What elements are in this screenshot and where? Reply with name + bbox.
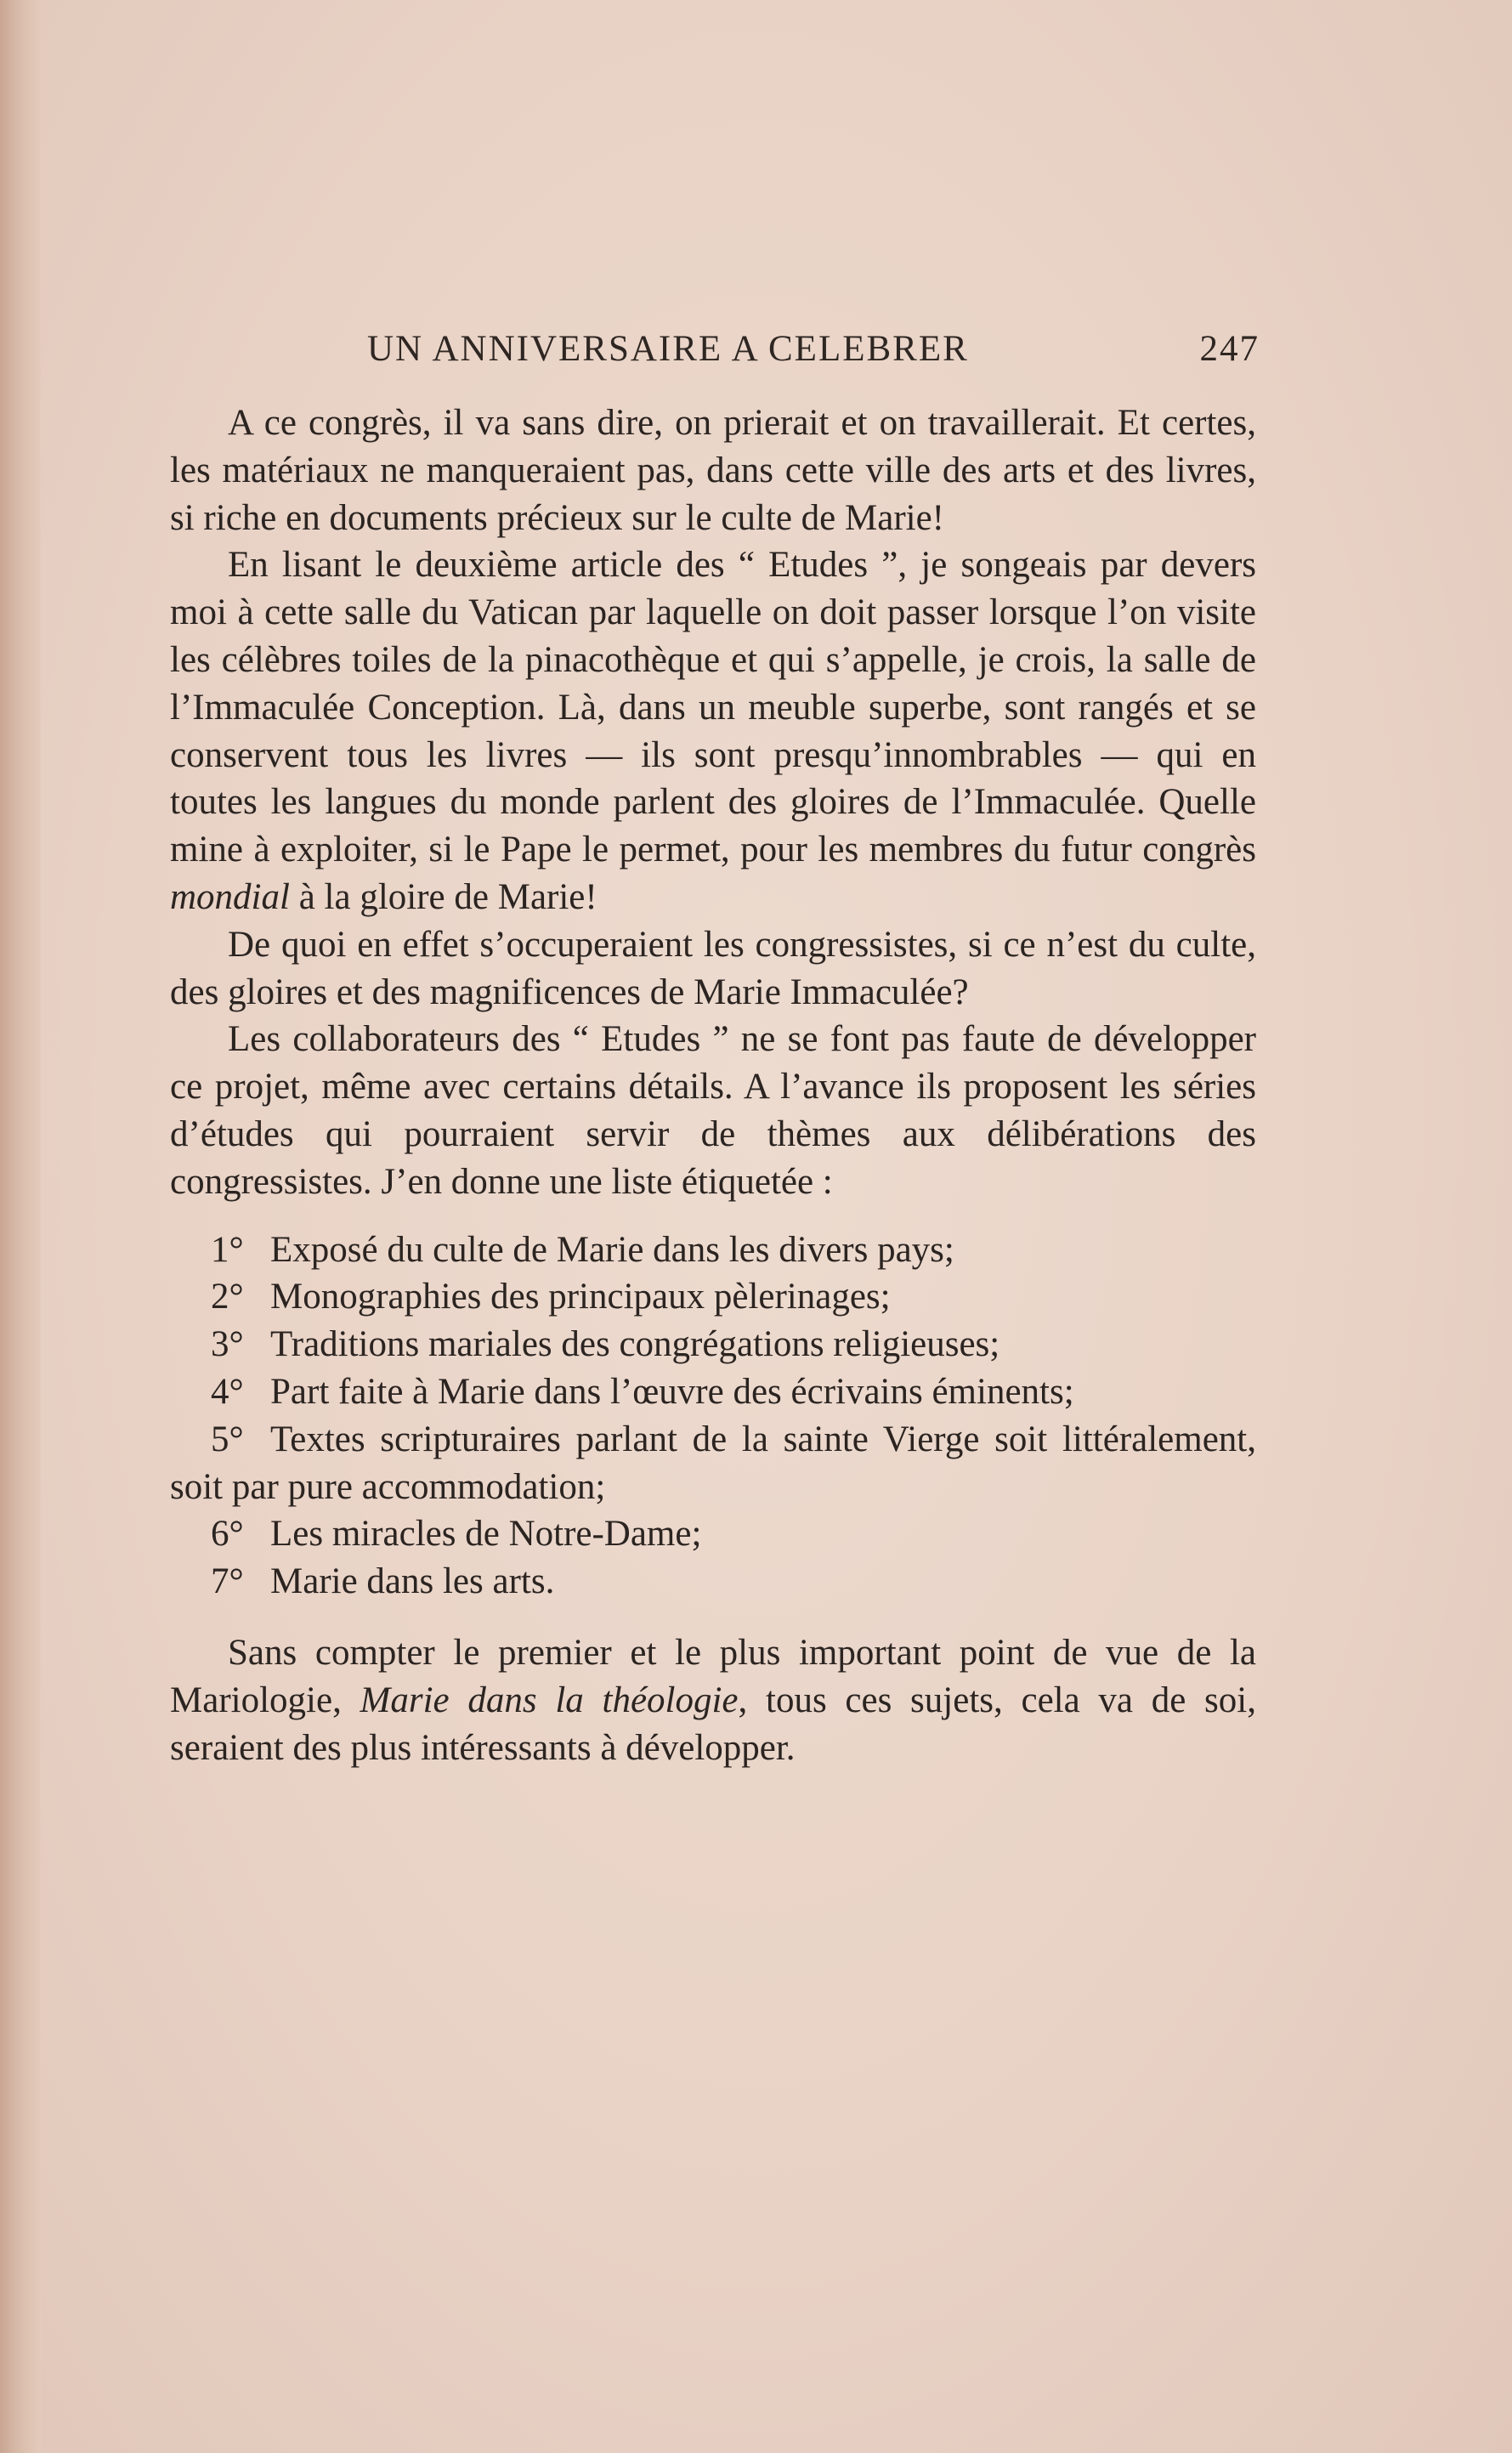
list-item <box>170 1321 1256 1368</box>
list-text: Traditions mariales des congrégations religieuses; <box>270 1324 1000 1365</box>
list-number: 3° <box>211 1324 244 1365</box>
paragraph: De quoi en effet s’occuperaient les congressistes, si ce n’est du culte, des gloires et des magnificences de Marie Immaculée? <box>170 924 1256 1012</box>
list-text: Textes scripturaires parlant de la sainte Vierge soit littéralement, soit par pure accommodation; <box>170 1419 1256 1507</box>
italic-phrase: Marie dans la théologie <box>360 1680 739 1720</box>
list-item <box>170 1558 1256 1606</box>
list-item <box>170 1416 1256 1511</box>
running-title: UN ANNIVERSAIRE A CELEBRER <box>367 329 969 369</box>
paragraph-text: Sans compter le premier et le plus important point de vue de la Mariologie, <box>170 1632 1256 1720</box>
list-text: Part faite à Marie dans l’œuvre des écrivains éminents; <box>270 1371 1074 1412</box>
list-number: 4° <box>211 1371 244 1412</box>
paragraph-text: , tous ces sujets, cela va de soi, seraient des plus intéressants à développer. <box>170 1680 1256 1768</box>
list-text: Les miracles de Notre-Dame; <box>270 1514 702 1555</box>
list-text: Marie dans les arts. <box>270 1561 555 1602</box>
body-text <box>170 399 1256 1771</box>
list-item <box>170 1510 1256 1558</box>
paragraph <box>170 1629 1256 1771</box>
list-number: 5° <box>211 1419 244 1459</box>
list-number: 2° <box>211 1277 244 1317</box>
page-number: 247 <box>1199 329 1260 369</box>
list-number: 7° <box>211 1561 244 1602</box>
paragraph-text: à la gloire de Marie! <box>289 876 597 917</box>
numbered-list <box>170 1226 1256 1606</box>
list-item <box>170 1368 1256 1416</box>
list-number: 1° <box>211 1229 244 1270</box>
list-text: Exposé du culte de Marie dans les divers pays; <box>270 1229 954 1270</box>
book-spine-shadow <box>0 0 41 2453</box>
paragraph <box>170 541 1256 921</box>
running-head <box>367 328 1260 379</box>
list-number: 6° <box>211 1514 244 1555</box>
list-text: Monographies des principaux pèlerinages; <box>270 1277 891 1317</box>
paragraph: Les collaborateurs des “ Etudes ” ne se font pas faute de développer ce projet, même avec certains détails. A l’avance ils proposent les séries d’études qui pourraient servir de thèmes aux délibérations des congressistes. J’en donne une liste étiquetée : <box>170 1019 1256 1202</box>
paragraph-text: En lisant le deuxième article des “ Etudes ”, je songeais par devers moi à cette salle du Vatican par laquelle on doit passer lorsque l’on visite les célèbres toiles de la pinacothèque et qui s’appelle, je crois, la salle de l’Immaculée Conception. Là, dans un meuble superbe, sont rangés et se conservent tous les livres — ils sont presqu’innombrables — qui en toutes les langues du monde parlent des gloires de l’Immaculée. Quelle mine à exploiter, si le Pape le permet, pour les membres du futur congrès <box>170 545 1256 870</box>
list-item <box>170 1226 1256 1274</box>
paragraph: A ce congrès, il va sans dire, on prierait et on travaillerait. Et certes, les matériaux ne manqueraient pas, dans cette ville des arts et des livres, si riche en documents précieux sur le culte de Marie! <box>170 403 1256 538</box>
list-item <box>170 1273 1256 1321</box>
italic-word: mondial <box>170 876 290 917</box>
